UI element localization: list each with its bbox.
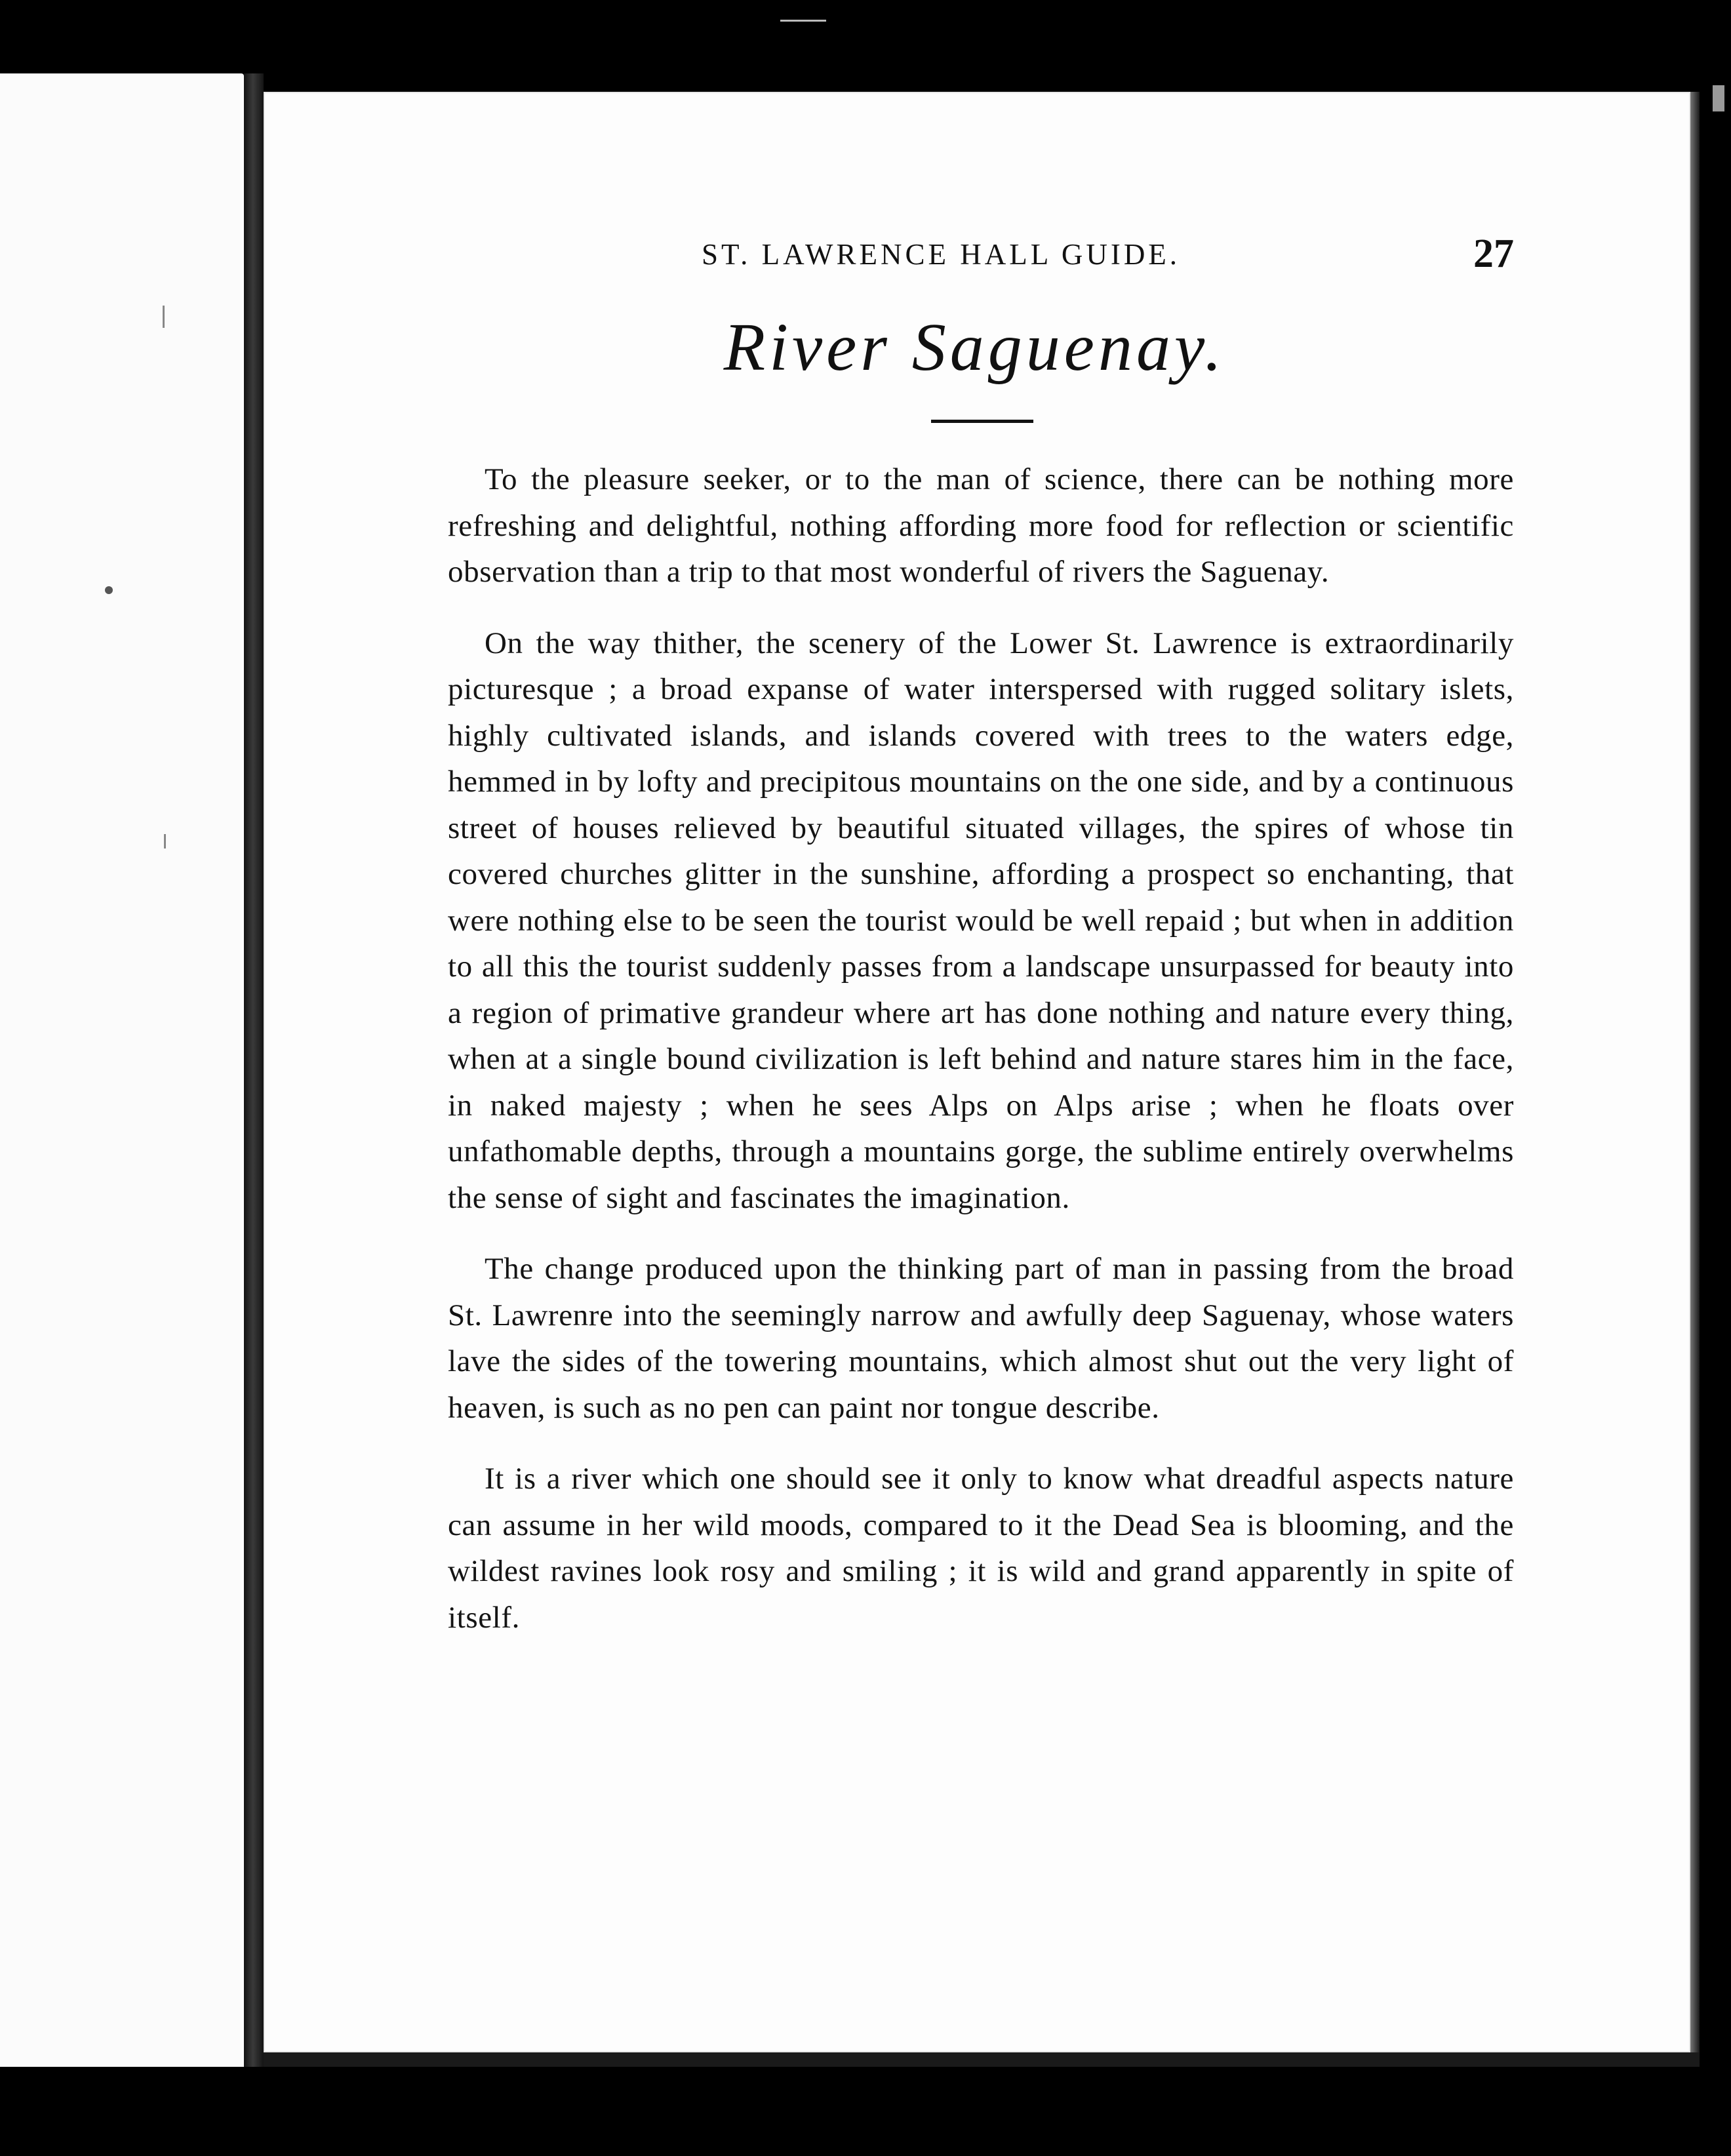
paragraph: To the pleasure seeker, or to the man of science, there can be nothing more refreshing and delightful, nothing affording more food for reflection or scientific observation than a trip to that most wonderful of rivers the Saguenay.: [448, 462, 1514, 589]
page-edge: [1690, 92, 1700, 2052]
ink-spot: [105, 586, 113, 594]
body-text: [448, 456, 1514, 1666]
running-title: ST. LAWRENCE HALL GUIDE.: [702, 238, 1181, 271]
chapter-title: River Saguenay.: [723, 309, 1226, 385]
page-number: 27: [1473, 231, 1514, 276]
page-header: [435, 231, 1514, 282]
page-bottom-edge: [264, 2052, 1700, 2067]
title-rule: [931, 420, 1033, 423]
previous-page: [0, 73, 244, 2067]
paragraph: On the way thither, the scenery of the Lower St. Lawrence is extraordinarily picturesque ; a broad expanse of water interspersed with rugged solitary islets, highly cultivated islands, and islands covered with trees to the waters edge, hemmed in by lofty and precipitous mountains on the one side, and by a continuous street of houses relieved by beautiful situated villages, the spires of whose tin covered churches glitter in the sunshine, affording a prospect so enchanting, that were nothing else to be seen the tourist would be well repaid ; but when in addition to all this the tourist suddenly passes from a landscape unsurpassed for beauty into a region of primative grandeur where art has done nothing and nature every thing, when at a single bound civilization is left behind and nature stares him in the face, in naked majesty ; when he sees Alps on Alps arise ; when he floats over unfathomable depths, through a mountains gorge, the sublime entirely overwhelms the sense of sight and fascinates the imagination.: [448, 626, 1514, 1215]
paper-mark: [164, 834, 166, 848]
scan-speck: [780, 20, 826, 22]
paragraph: It is a river which one should see it only to know what dreadful aspects nature can assume in her wild moods, compared to it the Dead Sea is blooming, and the wildest ravines look rosy and smiling ; it is wild and grand apparently in spite of itself.: [448, 1462, 1514, 1635]
paragraph: The change produced upon the thinking part of man in passing from the broad St. Lawrenre into the seemingly narrow and awfully deep Saguenay, whose waters lave the sides of the towering mountains, which almost shut out the very light of heaven, is such as no pen can paint nor tongue describe.: [448, 1252, 1514, 1425]
book-spine: [244, 73, 264, 2067]
paper-mark: [163, 306, 165, 328]
scan-speck: [1713, 85, 1724, 111]
